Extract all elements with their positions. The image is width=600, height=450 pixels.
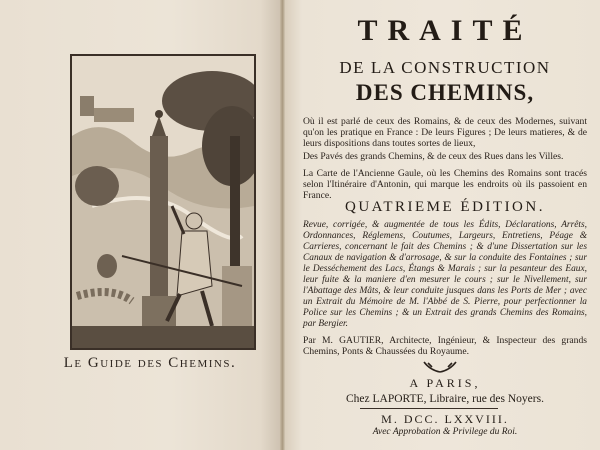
frontispiece-engraving <box>70 54 256 350</box>
privilege-statement: Avec Approbation & Privilege du Roi. <box>372 427 518 437</box>
imprint-place: A PARIS, <box>409 376 481 390</box>
title: TRAITÉ <box>357 14 533 47</box>
book-gutter <box>280 0 285 450</box>
description-carte: La Carte de l'Ancienne Gaule, où les Chemins des Romains sont tracés selon l'Itinéraire d'Antonin, qui marque les endroits où ils passoient en France. <box>303 168 587 201</box>
description-romains: Où il est parlé de ceux des Romains, & de ceux des Modernes, suivant qu'on les pratique en France : De leurs Figures ; De leurs matieres, & de leurs dispositions dans toutes sortes de lieux, <box>303 116 587 149</box>
imprint-rule <box>360 408 498 409</box>
printers-ornament-icon <box>420 360 460 374</box>
description-paves: Des Pavés des grands Chemins, & de ceux des Rues dans les Villes. <box>303 151 564 162</box>
frontispiece-caption: Le Guide des Chemins. <box>63 355 237 371</box>
author-statement: Par M. GAUTIER, Architecte, Ingénieur, & Inspecteur des grands Chemins, Ponts & Chaussées du Royaume. <box>303 335 587 357</box>
edition-statement: QUATRIEME ÉDITION. <box>345 199 545 215</box>
imprint-publisher: Chez LAPORTE, Libraire, rue des Noyers. <box>346 393 544 405</box>
subtitle-line-2: DES CHEMINS, <box>355 80 535 105</box>
imprint-year: M. DCC. LXXVIII. <box>381 412 509 426</box>
revision-text: Revue, corrigée, & augmentée de tous les Édits, Déclarations, Arrêts, Ordonnances, Réglemens, Coutumes, Largeurs, Entretiens, Péage & Carrieres, concernant le fait des Chemins ; & d'une Dissertation sur les Canaux de navigation & d'arrosage, & sur la conduite des Fontaines ; sur le Desséchement des Lacs, Étangs & Marais ; sur la pesanteur des Eaux, leur fuite & la maniere d'en mesurer le cours ; sur le Nivellement, sur l'Abattage des Mâts, & leur conduite jusques dans les Ports de Mer ; avec un Extrait du Mémoire de M. l'Abbé de S. Pierre, pour perfectionner la Police sur les Chemins ; & un Extrait des grands Chemins des Romains, par Bergier. <box>303 220 587 329</box>
subtitle-line-1: DE LA CONSTRUCTION <box>339 58 551 77</box>
